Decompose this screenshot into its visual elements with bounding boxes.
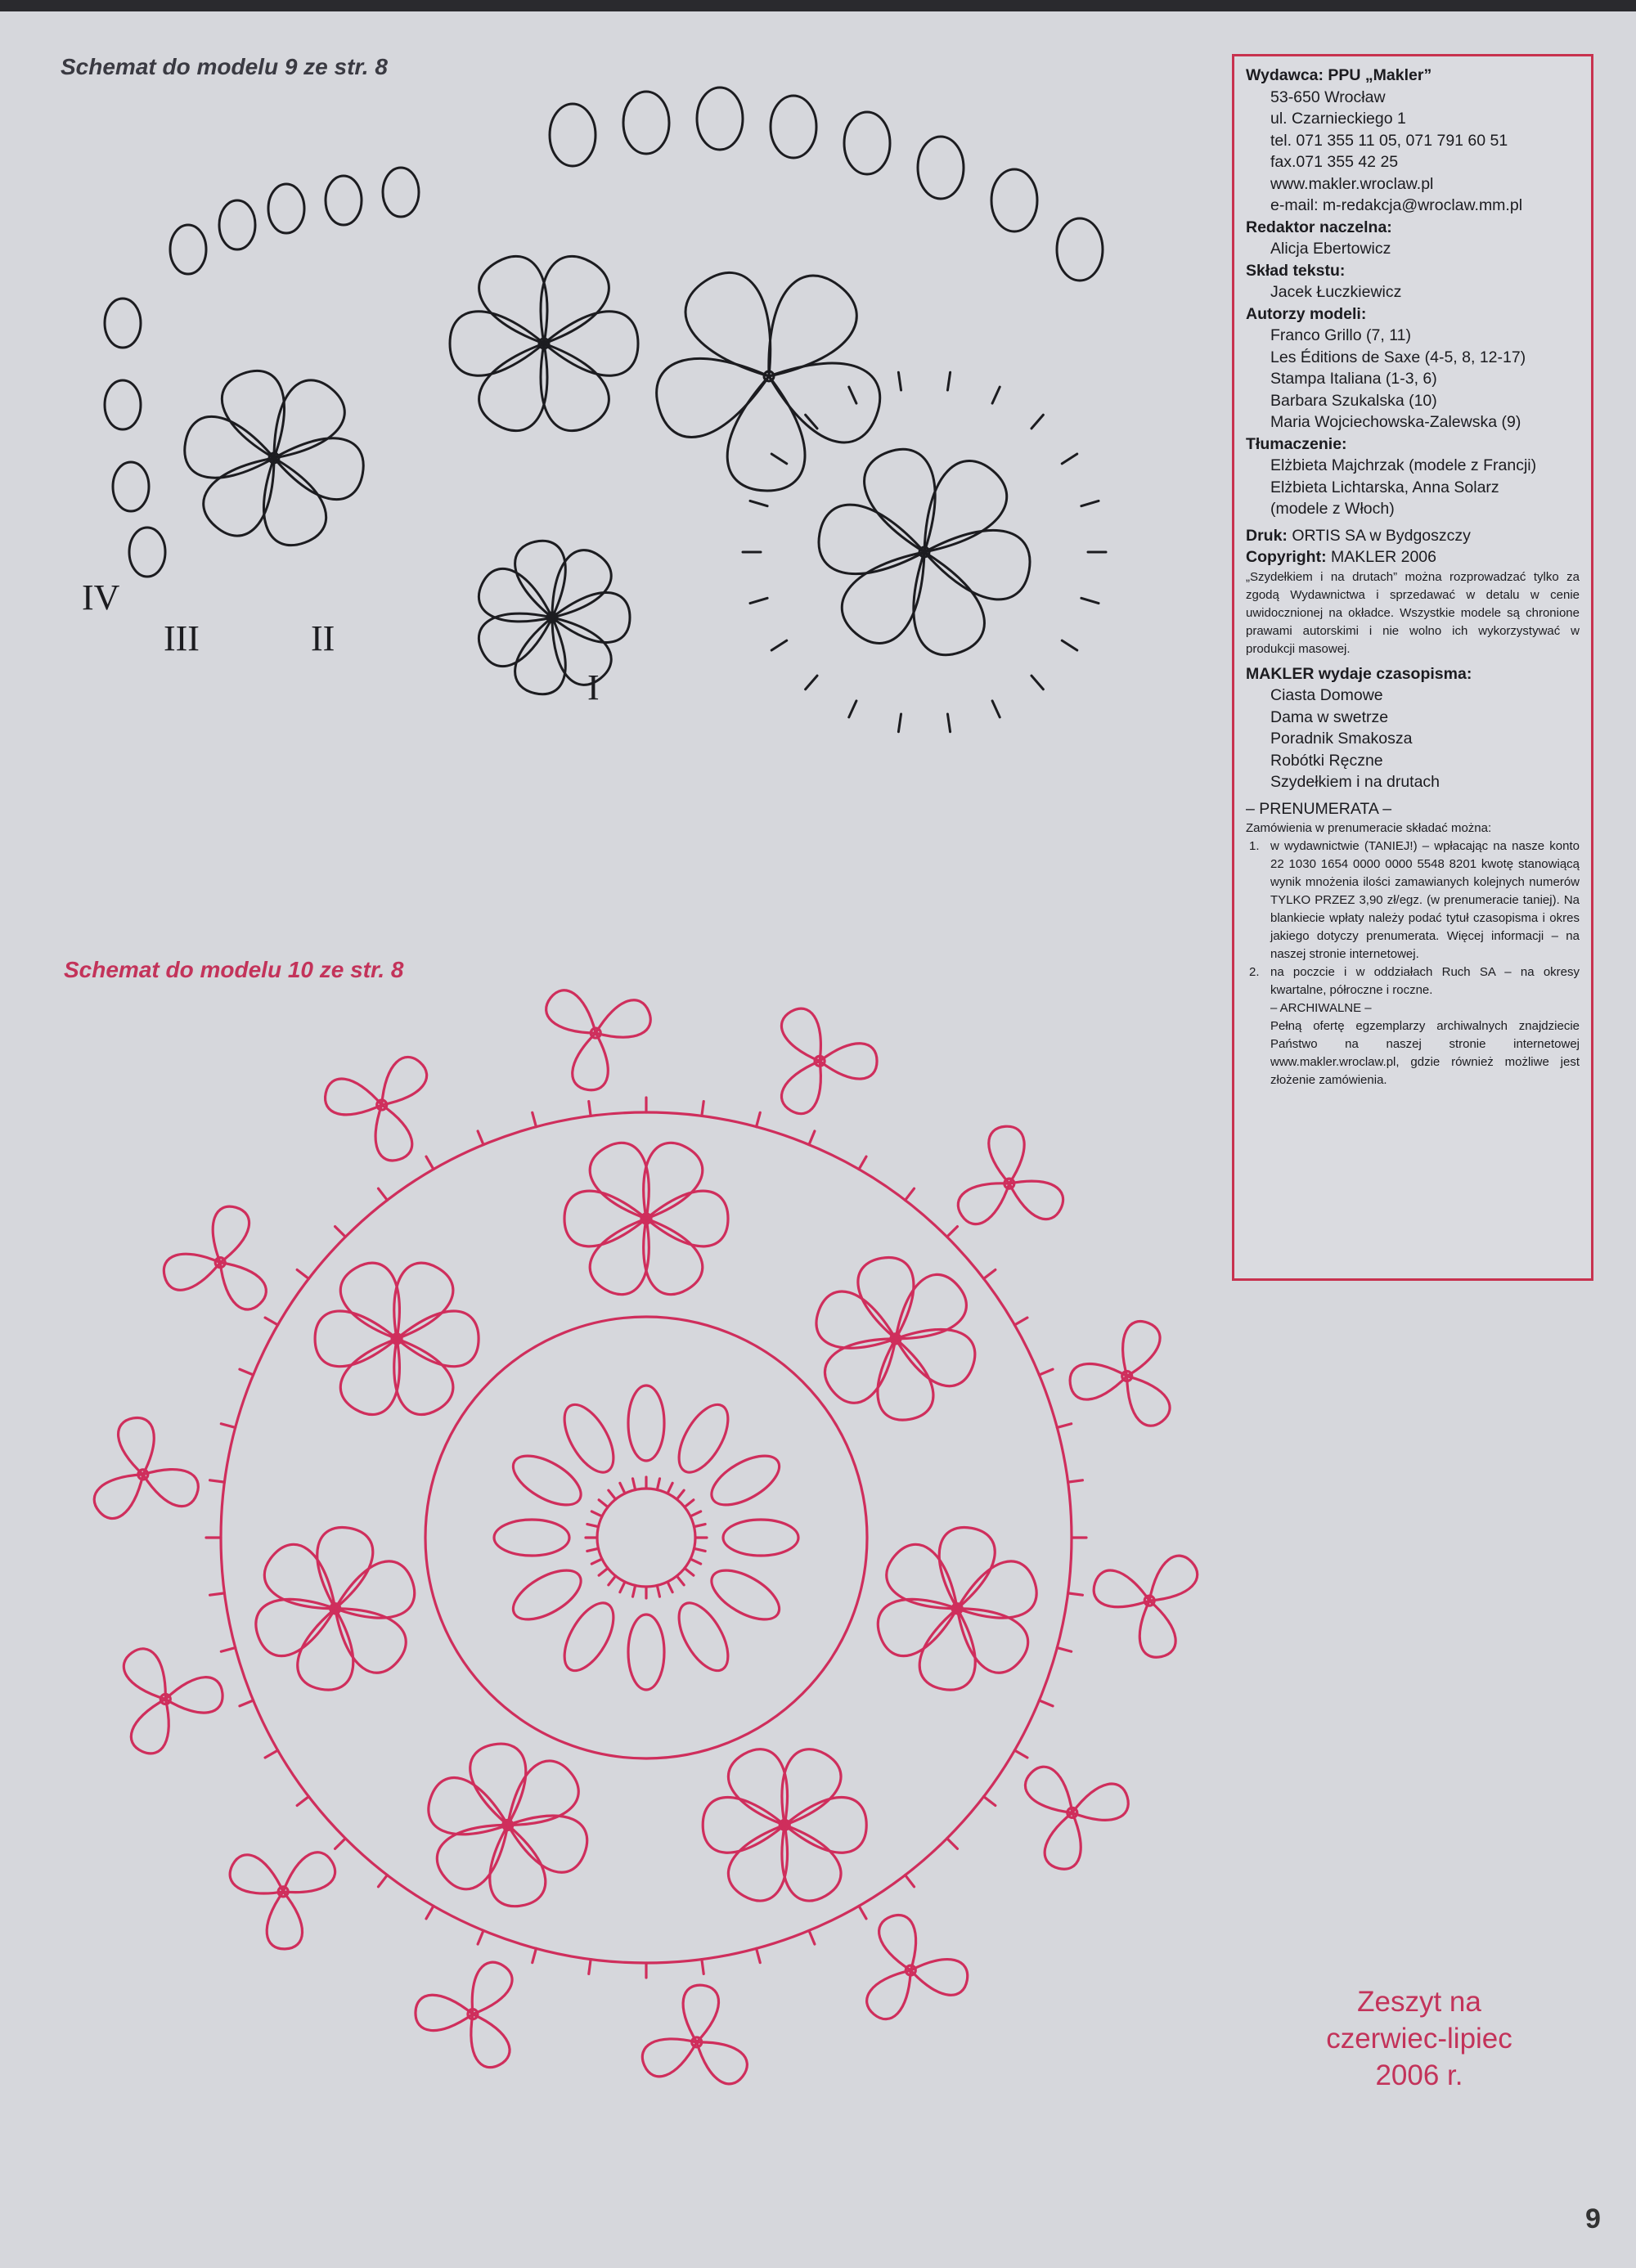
d10-flower-petal: [315, 1311, 397, 1367]
d9-outer-picot: [1031, 676, 1043, 689]
d10-trefoil-petal: [958, 1183, 1009, 1224]
d10-outer-picot: [947, 1227, 958, 1237]
d10-outer-picot: [1039, 1700, 1053, 1706]
d9-outer-ring: [623, 92, 669, 154]
d9-outer-ring: [771, 96, 816, 158]
d9-flower-mid-petal: [450, 312, 544, 376]
print-line: [1246, 525, 1580, 547]
author-line: Les Éditions de Saxe (4-5, 8, 12-17): [1270, 348, 1526, 366]
d9-flower-right-petal: [727, 376, 805, 491]
issue-note-line: 2006 r.: [1375, 2059, 1463, 2091]
d10-center-picot: [620, 1483, 625, 1493]
d9-outer-ring: [844, 112, 890, 174]
d10-center-picot: [599, 1500, 608, 1507]
d9-outer-picot: [992, 701, 1000, 717]
d10-trefoil-petal: [910, 1960, 967, 1996]
d10-trefoil-petal: [989, 1126, 1024, 1183]
translator-line: (modele z Włoch): [1270, 500, 1395, 518]
d10-flower-petal: [340, 1339, 399, 1415]
d9-flower-left-petal: [185, 416, 274, 478]
d10-center-picot: [685, 1500, 694, 1507]
d10-outer-picot: [221, 1648, 235, 1652]
d10-outer-picot: [859, 1906, 866, 1919]
d10-flower-petal: [644, 1219, 703, 1295]
author-line: Franco Grillo (7, 11): [1270, 326, 1411, 344]
d10-inner-petal-ring: [703, 1561, 787, 1629]
d10-trefoil-petal: [165, 1677, 222, 1713]
d10-outer-picot: [1057, 1424, 1071, 1428]
d10-center-picot: [633, 1479, 636, 1490]
email-link[interactable]: e-mail: m-redakcja@wroclaw.mm.pl: [1270, 196, 1523, 214]
d9-side-ring: [268, 184, 304, 233]
d9-side-ring: [105, 299, 141, 348]
d10-center-picot: [657, 1585, 659, 1597]
editor-label: Redaktor naczelna:: [1246, 218, 1392, 236]
d10-trefoil-petal: [596, 1000, 650, 1037]
d10-trefoil-petal: [781, 1061, 820, 1113]
subscription-list: [1246, 838, 1580, 999]
d10-flower-petal: [394, 1263, 453, 1339]
d10-trefoil-petal: [164, 1254, 220, 1290]
d10-trefoil-petal: [375, 1105, 412, 1161]
d9-flower-far-right-petal: [924, 530, 1030, 600]
print-label: Druk:: [1246, 526, 1288, 545]
d10-trefoil-petal: [143, 1470, 199, 1507]
d10-center-picot: [609, 1490, 616, 1499]
d9-flower-mid-petal: [541, 344, 609, 431]
d10-outer-picot: [1039, 1369, 1053, 1375]
address-line: ul. Czarnieckiego 1: [1270, 110, 1406, 128]
d10-outer-picot: [533, 1112, 537, 1126]
archive-text: Pełną ofertę egzemplarzy archiwalnych znajdziecie Państwo na naszej stronie internetowej www.makler.wroclaw.pl, gdzie również możliwe jest złożenie zamówienia.: [1270, 1019, 1580, 1087]
d9-side-ring: [105, 380, 141, 429]
d10-flower-petal: [728, 1749, 787, 1826]
d9-flower-mid-petal: [479, 256, 547, 344]
d9-outer-ring: [697, 88, 743, 150]
d9-outer-ring: [1057, 218, 1103, 281]
d10-trefoil-petal: [1139, 1601, 1175, 1657]
typesetting-label: Skład tekstu:: [1246, 261, 1346, 280]
d10-trefoil-petal: [124, 1649, 165, 1700]
author-line: Barbara Szukalska (10): [1270, 391, 1437, 410]
d10-inner-petal-ring: [628, 1615, 664, 1690]
d10-outer-picot: [265, 1750, 278, 1758]
tatting-diagram-model-10: [57, 851, 1301, 2200]
d10-trefoil-petal: [683, 1985, 718, 2042]
author-line: Maria Wojciechowska-Zalewska (9): [1270, 413, 1521, 431]
d10-flower-petal: [782, 1749, 841, 1826]
d10-trefoil-petal: [879, 1915, 916, 1970]
d10-outer-picot: [478, 1131, 483, 1145]
d10-center-picot: [587, 1548, 599, 1551]
translator-line: Elżbieta Lichtarska, Anna Solarz: [1270, 478, 1499, 496]
d10-flower-petal: [784, 1798, 866, 1853]
d10-inner-petal-ring: [703, 1446, 787, 1515]
d9-outer-picot: [849, 701, 856, 717]
d10-center-picot: [690, 1559, 701, 1564]
d9-outer-picot: [898, 714, 901, 732]
d10-outer-picot: [240, 1369, 254, 1375]
d10-flower-petal: [394, 1339, 453, 1415]
d10-center-picot: [694, 1525, 705, 1527]
d10-outer-picot: [589, 1960, 591, 1974]
d10-inner-petal-ring: [555, 1595, 623, 1678]
d10-outer-picot: [757, 1948, 761, 1962]
d9-outer-picot: [947, 714, 950, 732]
magazine-item: Szydełkiem i na drutach: [1270, 773, 1440, 791]
d9-flower-right-petal: [685, 272, 771, 376]
d10-center-picot: [694, 1548, 705, 1551]
d10-center-picot: [633, 1585, 636, 1597]
d10-flower-petal: [470, 1744, 526, 1825]
item-number: 2.: [1249, 965, 1260, 979]
d9-side-ring: [129, 528, 165, 577]
d10-outer-picot: [240, 1700, 254, 1706]
d10-center-picot: [676, 1490, 684, 1499]
copyright-value: MAKLER 2006: [1331, 548, 1436, 566]
d9-flower-far-right-petal: [842, 552, 924, 643]
d10-inner-petal-ring: [669, 1595, 738, 1678]
d10-outer-picot: [702, 1960, 703, 1974]
translator-line: Elżbieta Majchrzak (modele z Francji): [1270, 456, 1537, 474]
archive-header: – ARCHIWALNE –: [1270, 1001, 1372, 1015]
d10-trefoil-petal: [781, 1008, 820, 1061]
publisher-label: Wydawca: PPU „Makler”: [1246, 66, 1432, 84]
d9-flower-right-petal: [769, 276, 856, 376]
d10-flower-petal: [590, 1219, 649, 1295]
d9-flower-bottom-petal: [552, 593, 630, 643]
d9-outer-picot: [1081, 598, 1099, 603]
d10-trefoil-petal: [94, 1475, 143, 1519]
d10-outer-picot: [859, 1156, 866, 1170]
d9-flower-mid-petal: [479, 344, 547, 431]
d10-trefoil-petal: [642, 2039, 696, 2077]
d10-trefoil-petal: [573, 1033, 609, 1090]
d10-inner-petal-ring: [723, 1520, 798, 1556]
issue-note-line: Zeszyt na: [1357, 1986, 1481, 2018]
d9-side-ring: [383, 168, 419, 217]
copyright-line: [1246, 546, 1580, 568]
d10-flower-petal: [317, 1527, 373, 1608]
subscription-intro: Zamówienia w prenumeracie składać można:: [1246, 821, 1492, 835]
subscription-item: [1246, 838, 1580, 963]
authors-label: Autorzy modeli:: [1246, 304, 1367, 323]
d10-trefoil-petal: [1149, 1556, 1198, 1601]
diagram10-rings: [94, 990, 1198, 2084]
d10-inner-petal-ring: [628, 1386, 664, 1461]
d10-outer-picot: [297, 1797, 308, 1806]
d9-flower-left-petal: [274, 438, 363, 500]
translation-label: Tłumaczenie:: [1246, 434, 1347, 453]
d10-outer-picot: [335, 1839, 346, 1849]
author-line: Stampa Italiana (1-3, 6): [1270, 370, 1437, 388]
d10-center-picot: [690, 1511, 701, 1516]
d10-outer-picot: [984, 1269, 996, 1278]
d10-flower-petal: [490, 1825, 546, 1906]
d10-outer-picot: [478, 1930, 483, 1944]
d10-trefoil-petal: [1045, 1812, 1081, 1869]
d10-trefoil-petal: [119, 1417, 155, 1474]
d10-outer-picot: [702, 1102, 703, 1116]
d9-outer-ring: [550, 104, 596, 166]
d10-outer-picot: [533, 1948, 537, 1962]
d10-trefoil-petal: [382, 1057, 427, 1105]
d10-trefoil-petal: [283, 1853, 335, 1893]
d10-outer-picot: [809, 1930, 815, 1944]
d9-outer-picot: [1081, 501, 1099, 505]
page-number: 9: [1585, 2203, 1601, 2234]
d10-center-picot: [587, 1525, 599, 1527]
d9-outer-picot: [771, 454, 787, 464]
item-text: na poczcie i w oddziałach Ruch SA – na okresy kwartalne, półroczne i roczne.: [1270, 965, 1580, 997]
d9-flower-bottom-petal: [552, 550, 611, 618]
d9-flower-far-right-petal: [924, 461, 1007, 552]
d10-inner-petal-ring: [494, 1520, 569, 1556]
d10-flower-petal: [298, 1609, 353, 1690]
d10-flower-petal: [644, 1143, 703, 1219]
d10-outer-picot: [984, 1797, 996, 1806]
d9-flower-right-petal: [769, 363, 880, 442]
colophon-box: [1232, 54, 1593, 1281]
item-text: w wydawnictwie (TANIEJ!) – wpłacając na nasze konto 22 1030 1654 0000 0000 5548 8201 kwotę stanowiącą wynik mnożenia ilości zamawianych kolejnych numerów TYLKO PRZEZ 3,90 zł/egz. (w prenumeracie taniej). Na blankiecie wpłaty należy podać tytuł czasopisma i okres jakiego dotyczy prenumerata. Więcej informacji – na naszej stronie internetowej.: [1270, 839, 1580, 961]
address-line: fax.071 355 42 25: [1270, 153, 1399, 171]
diagram9-rings: [105, 88, 1106, 732]
issue-note: [1301, 1983, 1538, 2094]
d9-outer-picot: [947, 372, 950, 390]
round-label-i: I: [587, 667, 600, 707]
d10-chain-round: [425, 1317, 867, 1758]
magazine-item: Poradnik Smakosza: [1270, 730, 1413, 748]
round-label-iv: IV: [82, 577, 120, 618]
d10-outer-picot: [221, 1424, 235, 1428]
d9-flower-mid-petal: [544, 312, 638, 376]
d10-trefoil-petal: [416, 1995, 473, 2030]
d9-flower-bottom-petal: [552, 618, 611, 685]
d10-trefoil-petal: [1025, 1767, 1072, 1812]
top-border-strip: [0, 0, 1636, 11]
d10-center-ring: [597, 1489, 695, 1587]
d10-inner-petal-ring: [506, 1561, 589, 1629]
d10-outer-picot: [378, 1188, 387, 1200]
address-line: tel. 071 355 11 05, 071 791 60 51: [1270, 131, 1508, 150]
d10-trefoil-petal: [697, 2042, 748, 2084]
typesetting-name: Jacek Łuczkiewicz: [1270, 283, 1402, 301]
magazine-item: Robótki Ręczne: [1270, 751, 1383, 770]
d9-flower-mid-petal: [541, 256, 609, 344]
d10-outer-picot: [1014, 1750, 1027, 1758]
d10-outer-picot: [947, 1839, 958, 1849]
d10-outer-picot: [426, 1156, 434, 1170]
d10-outer-picot: [757, 1112, 761, 1126]
d10-trefoil-petal: [472, 1962, 512, 2014]
d10-flower-petal: [564, 1191, 646, 1246]
d10-flower-petal: [919, 1609, 975, 1690]
figure9-title: Schemat do modelu 9 ze str. 8: [61, 54, 388, 79]
magazines-label: MAKLER wydaje czasopisma:: [1246, 664, 1472, 683]
d10-outer-picot: [1068, 1480, 1083, 1482]
d10-trefoil-petal: [546, 990, 596, 1033]
magazine-item: Ciasta Domowe: [1270, 686, 1383, 704]
print-value: ORTIS SA w Bydgoszczy: [1292, 526, 1471, 545]
d10-outer-picot: [589, 1102, 591, 1116]
figure10-title: Schemat do modelu 10 ze str. 8: [64, 957, 404, 982]
tatting-diagram-model-9: [74, 45, 1207, 847]
d10-outer-picot: [906, 1875, 915, 1887]
d10-center-picot: [676, 1576, 684, 1585]
address-line: 53-650 Wrocław: [1270, 88, 1386, 106]
round-label-iii: III: [164, 618, 200, 658]
d9-outer-picot: [750, 598, 767, 603]
d10-center-picot: [685, 1568, 694, 1575]
d10-trefoil-petal: [1094, 1570, 1149, 1607]
d10-trefoil-petal: [213, 1206, 249, 1262]
d10-center-picot: [667, 1483, 672, 1493]
d9-outer-picot: [1062, 454, 1077, 464]
d10-trefoil-petal: [471, 2014, 510, 2068]
d10-trefoil-petal: [820, 1044, 877, 1079]
d9-outer-picot: [806, 676, 817, 689]
d10-center-picot: [591, 1511, 602, 1516]
d10-inner-petal-ring: [669, 1397, 738, 1480]
d10-flower-petal: [340, 1263, 399, 1339]
d10-inner-petal-ring: [555, 1397, 623, 1480]
d9-outer-ring: [991, 169, 1037, 231]
d10-outer-picot: [335, 1227, 346, 1237]
legal-notice: „Szydełkiem i na drutach” można rozprowadzać tylko za zgodą Wydawnictwa i sprzedawać w detalu w cenie uwidocznionej na okładce. Wszystkie modele są chronione prawami autorskimi i nie wolno ich wykorzystywać w produkcji masowej.: [1246, 569, 1580, 656]
item-number: 1.: [1249, 839, 1260, 853]
d9-side-ring: [219, 200, 255, 249]
d9-outer-ring: [918, 137, 964, 199]
issue-note-line: czerwiec-lipiec: [1326, 2023, 1512, 2055]
d9-side-ring: [170, 225, 206, 274]
d10-trefoil-petal: [326, 1079, 382, 1115]
d9-side-ring: [326, 176, 362, 225]
d10-center-picot: [667, 1582, 672, 1592]
d9-outer-picot: [1062, 640, 1077, 650]
d10-trefoil-petal: [867, 1970, 911, 2019]
d9-flower-far-right-petal: [819, 505, 924, 574]
d10-trefoil-petal: [230, 1855, 283, 1893]
d10-outer-picot: [809, 1131, 815, 1145]
d10-trefoil-petal: [1009, 1181, 1063, 1219]
d10-outer-picot: [1068, 1593, 1083, 1595]
d10-outer-picot: [906, 1188, 915, 1200]
d9-side-ring: [113, 462, 149, 511]
d10-center-picot: [620, 1582, 625, 1592]
d10-flower-petal: [878, 1339, 933, 1420]
round-label-ii: II: [311, 618, 335, 658]
website-link[interactable]: www.makler.wroclaw.pl: [1270, 174, 1434, 193]
d10-trefoil-petal: [267, 1892, 302, 1949]
d9-outer-picot: [992, 387, 1000, 403]
d10-outer-picot: [265, 1318, 278, 1325]
d10-flower-petal: [939, 1527, 995, 1608]
d10-trefoil-petal: [1127, 1377, 1170, 1426]
d10-trefoil-petal: [1072, 1784, 1128, 1820]
d10-outer-picot: [210, 1593, 225, 1595]
d10-flower-petal: [646, 1191, 728, 1246]
d10-trefoil-petal: [1070, 1363, 1127, 1399]
d10-center-picot: [599, 1568, 608, 1575]
magazine-item: Dama w swetrze: [1270, 707, 1389, 726]
d10-flower-petal: [858, 1258, 914, 1339]
d9-outer-picot: [771, 640, 787, 650]
d10-center-picot: [657, 1479, 659, 1490]
copyright-label: Copyright:: [1246, 548, 1327, 566]
subscription-item: [1246, 963, 1580, 999]
d10-outer-picot: [426, 1906, 434, 1919]
d10-center-picot: [591, 1559, 602, 1564]
subscription-header: – PRENUMERATA –: [1246, 799, 1392, 818]
d10-trefoil-petal: [220, 1263, 266, 1309]
editor-name: Alicja Ebertowicz: [1270, 240, 1391, 258]
d10-center-picot: [609, 1576, 616, 1585]
d9-outer-picot: [750, 501, 767, 505]
d10-outer-picot: [1014, 1318, 1027, 1325]
d10-inner-petal-ring: [506, 1446, 589, 1515]
d9-outer-picot: [1031, 415, 1043, 429]
d10-flower-petal: [397, 1311, 479, 1367]
d10-trefoil-petal: [131, 1699, 169, 1753]
d10-outer-picot: [210, 1480, 225, 1482]
d10-trefoil-petal: [1123, 1322, 1160, 1377]
d10-flower-petal: [703, 1798, 784, 1853]
d10-flower-petal: [590, 1143, 649, 1219]
d10-flower-petal: [728, 1825, 787, 1901]
d10-outer-picot: [1057, 1648, 1071, 1652]
d9-outer-picot: [849, 387, 856, 403]
d9-outer-picot: [898, 372, 901, 390]
d10-outer-picot: [297, 1269, 308, 1278]
d10-outer-picot: [378, 1875, 387, 1887]
d10-flower-petal: [782, 1825, 841, 1901]
